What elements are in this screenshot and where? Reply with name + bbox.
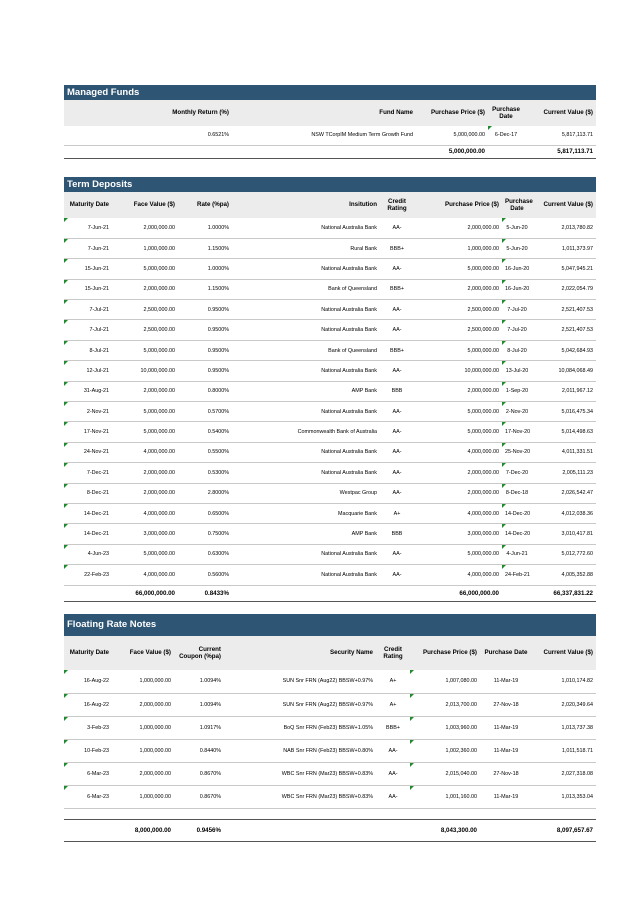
cell-credit-rating: AA- [380, 259, 414, 279]
cell-security-name: SUN Snr FRN (Aug22) BBSW+0.97% [224, 693, 376, 716]
cell-current-value: 4,011,331.51 [532, 442, 596, 462]
cell-current-value: 5,014,498.63 [532, 422, 596, 442]
cell-maturity-date: 3-Feb-23 [64, 716, 112, 739]
cell-purchase-date: 14-Dec-20 [502, 524, 532, 544]
cell-current-value: 1,011,518.71 [532, 739, 596, 762]
cell-credit-rating: AA- [376, 762, 410, 785]
cell-security-name: NAB Snr FRN (Feb23) BBSW+0.80% [224, 739, 376, 762]
total-row [64, 145, 596, 158]
total-current-value: 66,337,831.22 [532, 585, 596, 601]
cell-purchase-date: 27-Nov-18 [480, 762, 532, 785]
table-row [64, 402, 596, 422]
cell-maturity-date: 8-Jul-21 [64, 340, 112, 360]
cell-face-value: 1,000,000.00 [112, 238, 178, 258]
spacer-cell [112, 808, 174, 819]
cell-current-value: 4,012,038.36 [532, 503, 596, 523]
cell-credit-rating: AA- [380, 320, 414, 340]
table-row [64, 340, 596, 360]
cell-current-value: 2,521,407.53 [532, 320, 596, 340]
cell-purchase-date: 14-Dec-20 [502, 503, 532, 523]
cell-purchase-date: 4-Jun-21 [502, 544, 532, 564]
cell-face-value: 5,000,000.00 [112, 402, 178, 422]
table-row [64, 483, 596, 503]
cell-rate: 0.9500% [178, 300, 232, 320]
cell-purchase-price: 2,000,000.00 [414, 483, 502, 503]
table-row [64, 670, 596, 693]
table-row [64, 381, 596, 401]
cell-purchase-date: 5-Jun-20 [502, 218, 532, 238]
cell-institution: National Australia Bank [232, 402, 380, 422]
cell-maturity-date: 4-Jun-23 [64, 544, 112, 564]
cell-face-value: 10,000,000.00 [112, 361, 178, 381]
cell-face-value: 5,000,000.00 [112, 544, 178, 564]
cell-rate: 0.9500% [178, 320, 232, 340]
cell-face-value: 1,000,000.00 [112, 716, 174, 739]
cell-purchase-date: 5-Jun-20 [502, 238, 532, 258]
cell-current-value: 2,521,407.53 [532, 300, 596, 320]
cell-rate: 1.1500% [178, 238, 232, 258]
cell-purchase-date: 11-Mar-19 [480, 785, 532, 808]
header-security-name: Security Name [224, 636, 376, 670]
cell-rate: 1.1500% [178, 279, 232, 299]
cell-maturity-date: 15-Jun-21 [64, 279, 112, 299]
cell-purchase-price: 5,000,000.00 [414, 340, 502, 360]
cell-institution: Commonwealth Bank of Australia [232, 422, 380, 442]
cell-current-value: 1,011,373.97 [532, 238, 596, 258]
cell-rate: 0.7500% [178, 524, 232, 544]
total-current-value: 8,097,657.67 [532, 819, 596, 841]
total-blank [488, 145, 524, 158]
cell-purchase-price: 4,000,000.00 [414, 565, 502, 585]
managed-funds-table [64, 100, 596, 159]
cell-face-value: 5,000,000.00 [112, 259, 178, 279]
table-row [64, 762, 596, 785]
cell-maturity-date: 6-Mar-23 [64, 785, 112, 808]
cell-purchase-price: 1,001,160.00 [410, 785, 480, 808]
cell-current-value: 3,010,417.81 [532, 524, 596, 544]
cell-purchase-price: 4,000,000.00 [414, 503, 502, 523]
cell-institution: AMP Bank [232, 381, 380, 401]
cell-rate: 0.5600% [178, 565, 232, 585]
cell-maturity-date: 31-Aug-21 [64, 381, 112, 401]
cell-credit-rating: BBB+ [376, 716, 410, 739]
cell-purchase-price: 5,000,000.00 [414, 402, 502, 422]
cell-purchase-date: 11-Mar-19 [480, 739, 532, 762]
header-maturity-date: Maturity Date [64, 192, 112, 218]
cell-institution: National Australia Bank [232, 300, 380, 320]
cell-security-name: BoQ Snr FRN (Feb23) BBSW+1.05% [224, 716, 376, 739]
cell-credit-rating: AA- [380, 442, 414, 462]
total-blank [232, 145, 416, 158]
header-purchase-date: Purchase Date [488, 100, 524, 126]
total-current-value: 5,817,113.71 [524, 145, 596, 158]
cell-credit-rating: BBB+ [380, 279, 414, 299]
total-face-value: 66,000,000.00 [112, 585, 178, 601]
table-header-row [64, 192, 596, 218]
table-row [64, 524, 596, 544]
cell-purchase-price: 2,000,000.00 [414, 218, 502, 238]
cell-institution: National Australia Bank [232, 442, 380, 462]
cell-rate: 0.6500% [178, 503, 232, 523]
cell-credit-rating: A+ [380, 503, 414, 523]
cell-current-value: 2,027,318.08 [532, 762, 596, 785]
managed-funds-section [64, 85, 596, 159]
cell-face-value: 4,000,000.00 [112, 565, 178, 585]
cell-current-value: 2,011,967.12 [532, 381, 596, 401]
cell-current-value: 1,013,353.04 [532, 785, 596, 808]
cell-purchase-price: 2,500,000.00 [414, 320, 502, 340]
table-row [64, 565, 596, 585]
cell-purchase-price: 4,000,000.00 [414, 442, 502, 462]
managed-funds-title: Managed Funds [64, 85, 596, 100]
cell-credit-rating: AA- [380, 463, 414, 483]
total-blank [380, 585, 414, 601]
cell-purchase-price: 10,000,000.00 [414, 361, 502, 381]
cell-institution: National Australia Bank [232, 361, 380, 381]
cell-maturity-date: 15-Jun-21 [64, 259, 112, 279]
cell-current-coupon: 1.0094% [174, 693, 224, 716]
cell-purchase-date: 8-Dec-18 [502, 483, 532, 503]
cell-institution: Rural Bank [232, 238, 380, 258]
cell-credit-rating: A+ [376, 693, 410, 716]
cell-credit-rating: AA- [380, 300, 414, 320]
total-blank [64, 145, 232, 158]
header-current-coupon: Current Coupon (%pa) [174, 636, 224, 670]
term-deposits-section [64, 177, 596, 602]
header-credit-rating: Credit Rating [376, 636, 410, 670]
cell-purchase-date: 24-Feb-21 [502, 565, 532, 585]
cell-rate: 1.0000% [178, 259, 232, 279]
cell-rate: 1.0000% [178, 218, 232, 238]
cell-institution: Macquarie Bank [232, 503, 380, 523]
cell-purchase-price: 1,000,000.00 [414, 238, 502, 258]
cell-purchase-date: 7-Dec-20 [502, 463, 532, 483]
total-row [64, 585, 596, 601]
cell-institution: National Australia Bank [232, 218, 380, 238]
cell-purchase-price: 2,013,700.00 [410, 693, 480, 716]
cell-institution: Bank of Queensland [232, 340, 380, 360]
cell-purchase-price: 2,000,000.00 [414, 279, 502, 299]
cell-purchase-price: 5,000,000.00 [414, 422, 502, 442]
cell-purchase-price: 1,003,960.00 [410, 716, 480, 739]
table-row [64, 693, 596, 716]
header-purchase-price: Purchase Price ($) [414, 192, 502, 218]
cell-purchase-date: 25-Nov-20 [502, 442, 532, 462]
cell-credit-rating: AA- [380, 218, 414, 238]
cell-face-value: 2,000,000.00 [112, 279, 178, 299]
cell-credit-rating: BBB [380, 381, 414, 401]
total-blank [64, 819, 112, 841]
header-purchase-date: Purchase Date [480, 636, 532, 670]
total-purchase-price: 66,000,000.00 [414, 585, 502, 601]
cell-current-value: 4,005,352.88 [532, 565, 596, 585]
cell-maturity-date: 16-Aug-22 [64, 693, 112, 716]
cell-credit-rating: A+ [376, 670, 410, 693]
cell-maturity-date: 7-Jul-21 [64, 300, 112, 320]
header-institution: Insitution [232, 192, 380, 218]
cell-maturity-date: 12-Jul-21 [64, 361, 112, 381]
cell-face-value: 2,500,000.00 [112, 320, 178, 340]
cell-current-value: 1,013,737.38 [532, 716, 596, 739]
cell-current-value: 2,026,542.47 [532, 483, 596, 503]
cell-current-coupon: 0.8440% [174, 739, 224, 762]
cell-current-value: 2,020,349.64 [532, 693, 596, 716]
header-current-value: Current Value ($) [532, 192, 596, 218]
header-monthly-return: Monthly Return (%) [64, 100, 232, 126]
cell-purchase-date: 6-Dec-17 [488, 126, 524, 145]
spacer-cell [376, 808, 410, 819]
cell-institution: Westpac Group [232, 483, 380, 503]
cell-face-value: 5,000,000.00 [112, 422, 178, 442]
cell-security-name: SUN Snr FRN (Aug22) BBSW+0.97% [224, 670, 376, 693]
cell-face-value: 2,500,000.00 [112, 300, 178, 320]
cell-credit-rating: AA- [376, 739, 410, 762]
table-row [64, 126, 596, 145]
cell-current-value: 2,005,111.23 [532, 463, 596, 483]
header-credit-rating: Credit Rating [380, 192, 414, 218]
cell-purchase-price: 2,500,000.00 [414, 300, 502, 320]
table-row [64, 463, 596, 483]
cell-purchase-price: 2,015,040.00 [410, 762, 480, 785]
cell-institution: National Australia Bank [232, 565, 380, 585]
table-row [64, 785, 596, 808]
cell-current-value: 2,022,054.79 [532, 279, 596, 299]
header-purchase-date: Purchase Date [502, 192, 532, 218]
cell-rate: 2.8000% [178, 483, 232, 503]
floating-rate-notes-section [64, 614, 596, 842]
table-row [64, 300, 596, 320]
cell-institution: National Australia Bank [232, 320, 380, 340]
spacer-cell [532, 808, 596, 819]
cell-rate: 0.5400% [178, 422, 232, 442]
total-blank [502, 585, 532, 601]
cell-current-value: 5,042,684.93 [532, 340, 596, 360]
header-maturity-date: Maturity Date [64, 636, 112, 670]
cell-current-value: 5,047,945.21 [532, 259, 596, 279]
header-current-value: Current Value ($) [532, 636, 596, 670]
cell-face-value: 1,000,000.00 [112, 670, 174, 693]
spacer-cell [410, 808, 480, 819]
cell-face-value: 5,000,000.00 [112, 340, 178, 360]
spacer-cell [224, 808, 376, 819]
cell-maturity-date: 22-Feb-23 [64, 565, 112, 585]
spacer-cell [480, 808, 532, 819]
cell-rate: 0.8000% [178, 381, 232, 401]
cell-face-value: 2,000,000.00 [112, 381, 178, 401]
spacer-row [64, 808, 596, 819]
cell-institution: Bank of Queensland [232, 279, 380, 299]
cell-maturity-date: 2-Nov-21 [64, 402, 112, 422]
total-blank [224, 819, 376, 841]
term-deposits-title: Term Deposits [64, 177, 596, 192]
frn-title: Floating Rate Notes [64, 614, 596, 636]
frn-table [64, 636, 596, 842]
cell-purchase-date: 16-Jun-20 [502, 279, 532, 299]
total-blank [480, 819, 532, 841]
cell-credit-rating: AA- [376, 785, 410, 808]
cell-maturity-date: 10-Feb-23 [64, 739, 112, 762]
cell-rate: 0.6300% [178, 544, 232, 564]
cell-maturity-date: 17-Nov-21 [64, 422, 112, 442]
cell-purchase-date: 27-Nov-18 [480, 693, 532, 716]
cell-maturity-date: 7-Jun-21 [64, 218, 112, 238]
table-header-row [64, 100, 596, 126]
cell-credit-rating: AA- [380, 402, 414, 422]
cell-current-value: 10,084,068.49 [532, 361, 596, 381]
cell-rate: 0.5300% [178, 463, 232, 483]
cell-current-coupon: 1.0917% [174, 716, 224, 739]
cell-current-coupon: 0.8670% [174, 762, 224, 785]
cell-current-value: 5,817,113.71 [524, 126, 596, 145]
cell-credit-rating: BBB [380, 524, 414, 544]
cell-institution: National Australia Bank [232, 544, 380, 564]
cell-face-value: 1,000,000.00 [112, 739, 174, 762]
cell-purchase-date: 8-Jul-20 [502, 340, 532, 360]
cell-purchase-price: 5,000,000.00 [416, 126, 488, 145]
cell-rate: 0.5700% [178, 402, 232, 422]
cell-maturity-date: 6-Mar-23 [64, 762, 112, 785]
cell-purchase-price: 1,002,360.00 [410, 739, 480, 762]
header-current-value: Current Value ($) [524, 100, 596, 126]
cell-rate: 0.5500% [178, 442, 232, 462]
cell-rate: 0.9500% [178, 340, 232, 360]
table-row [64, 259, 596, 279]
cell-purchase-price: 5,000,000.00 [414, 259, 502, 279]
table-row [64, 218, 596, 238]
cell-purchase-date: 13-Jul-20 [502, 361, 532, 381]
cell-purchase-date: 17-Nov-20 [502, 422, 532, 442]
cell-current-value: 2,013,780.82 [532, 218, 596, 238]
cell-current-coupon: 0.8670% [174, 785, 224, 808]
header-face-value: Face Value ($) [112, 192, 178, 218]
cell-institution: National Australia Bank [232, 463, 380, 483]
total-face-value: 8,000,000.00 [112, 819, 174, 841]
table-row [64, 442, 596, 462]
table-row [64, 422, 596, 442]
cell-credit-rating: BBB+ [380, 340, 414, 360]
cell-institution: National Australia Bank [232, 259, 380, 279]
cell-maturity-date: 7-Dec-21 [64, 463, 112, 483]
table-row [64, 503, 596, 523]
cell-maturity-date: 7-Jul-21 [64, 320, 112, 340]
cell-purchase-date: 7-Jul-20 [502, 320, 532, 340]
table-row [64, 716, 596, 739]
total-blank [376, 819, 410, 841]
cell-credit-rating: AA- [380, 361, 414, 381]
cell-current-value: 5,016,475.34 [532, 402, 596, 422]
cell-maturity-date: 16-Aug-22 [64, 670, 112, 693]
cell-purchase-price: 5,000,000.00 [414, 544, 502, 564]
table-row [64, 361, 596, 381]
total-current-coupon: 0.9456% [174, 819, 224, 841]
cell-fund-name: NSW TCorpIM Medium Term Growth Fund [232, 126, 416, 145]
total-blank [64, 585, 112, 601]
cell-maturity-date: 24-Nov-21 [64, 442, 112, 462]
cell-purchase-price: 1,007,080.00 [410, 670, 480, 693]
cell-face-value: 2,000,000.00 [112, 483, 178, 503]
cell-credit-rating: AA- [380, 565, 414, 585]
cell-face-value: 2,000,000.00 [112, 218, 178, 238]
cell-face-value: 3,000,000.00 [112, 524, 178, 544]
table-row [64, 279, 596, 299]
table-row [64, 739, 596, 762]
cell-purchase-date: 11-Mar-19 [480, 670, 532, 693]
cell-purchase-price: 2,000,000.00 [414, 463, 502, 483]
cell-credit-rating: BBB+ [380, 238, 414, 258]
spacer-cell [174, 808, 224, 819]
table-header-row [64, 636, 596, 670]
total-purchase-price: 5,000,000.00 [416, 145, 488, 158]
cell-rate: 0.9500% [178, 361, 232, 381]
cell-credit-rating: AA- [380, 422, 414, 442]
cell-security-name: WBC Snr FRN (Mar23) BBSW+0.83% [224, 785, 376, 808]
term-deposits-table [64, 192, 596, 602]
header-purchase-price: Purchase Price ($) [416, 100, 488, 126]
cell-face-value: 2,000,000.00 [112, 762, 174, 785]
cell-maturity-date: 7-Jun-21 [64, 238, 112, 258]
cell-purchase-price: 2,000,000.00 [414, 381, 502, 401]
cell-purchase-date: 11-Mar-19 [480, 716, 532, 739]
spacer-cell [64, 808, 112, 819]
cell-maturity-date: 14-Dec-21 [64, 524, 112, 544]
cell-current-coupon: 1.0094% [174, 670, 224, 693]
cell-maturity-date: 14-Dec-21 [64, 503, 112, 523]
header-fund-name: Fund Name [232, 100, 416, 126]
table-row [64, 238, 596, 258]
cell-face-value: 2,000,000.00 [112, 693, 174, 716]
header-purchase-price: Purchase Price ($) [410, 636, 480, 670]
header-rate: Rate (%pa) [178, 192, 232, 218]
cell-face-value: 2,000,000.00 [112, 463, 178, 483]
cell-purchase-date: 1-Sep-20 [502, 381, 532, 401]
table-row [64, 320, 596, 340]
cell-current-value: 5,012,772.60 [532, 544, 596, 564]
cell-credit-rating: AA- [380, 483, 414, 503]
cell-institution: AMP Bank [232, 524, 380, 544]
total-blank [232, 585, 380, 601]
cell-monthly-return: 0.6521% [64, 126, 232, 145]
cell-current-value: 1,010,174.82 [532, 670, 596, 693]
total-purchase-price: 8,043,300.00 [410, 819, 480, 841]
cell-security-name: WBC Snr FRN (Mar23) BBSW+0.83% [224, 762, 376, 785]
cell-credit-rating: AA- [380, 544, 414, 564]
cell-face-value: 4,000,000.00 [112, 503, 178, 523]
cell-purchase-date: 7-Jul-20 [502, 300, 532, 320]
cell-maturity-date: 8-Dec-21 [64, 483, 112, 503]
total-rate: 0.8433% [178, 585, 232, 601]
total-row [64, 819, 596, 841]
cell-face-value: 4,000,000.00 [112, 442, 178, 462]
cell-purchase-price: 3,000,000.00 [414, 524, 502, 544]
header-face-value: Face Value ($) [112, 636, 174, 670]
cell-purchase-date: 16-Jun-20 [502, 259, 532, 279]
cell-face-value: 1,000,000.00 [112, 785, 174, 808]
cell-purchase-date: 2-Nov-20 [502, 402, 532, 422]
table-row [64, 544, 596, 564]
